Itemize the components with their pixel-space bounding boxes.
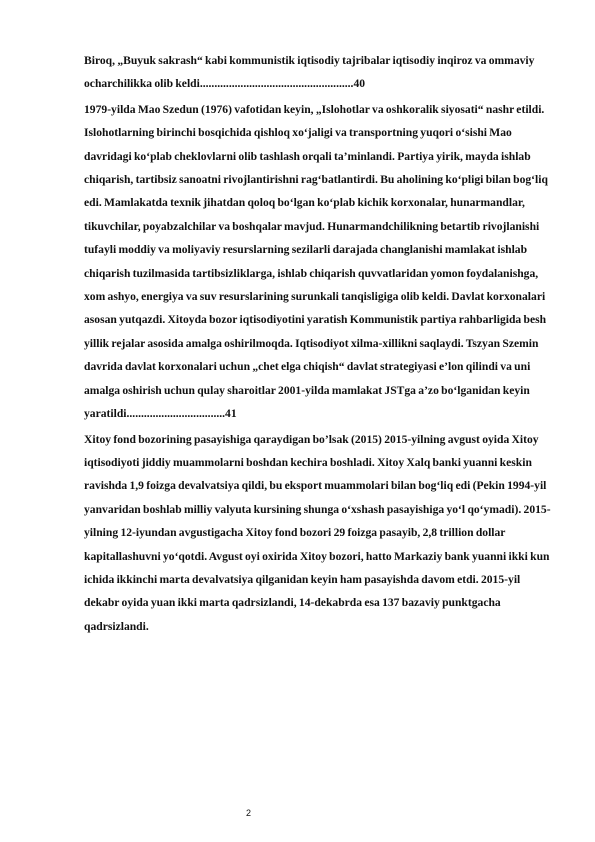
document-page [84, 49, 554, 638]
toc-entry-stock-market: Xitoy fond bozorining pasayishiga qaraydigan bo’lsak (2015) 2015-yilning avgust oyida Xitoy iqtisodiyoti jiddiy muammolarni boshdan kechira boshladi. Xitoy Xalq banki yuanni keskin ravishda 1,9 foizga devalvatsiya qildi, bu eksport muammolari bilan bog‘liq edi (Pekin 1994-yil yanvaridan boshlab milliy valyuta kursining shunga o‘xshash pasayishiga yo‘l qo‘ymadi). 2015-yilning 12-iyundan avgustigacha Xitoy fond bozori 29 foizga pasayib, 2,8 trillion dollar kapitallashuvni yo‘qotdi. Avgust oyi oxirida Xitoy bozori, hatto Markaziy bank yuanni ikki kun ichida ikkinchi marta devalvatsiya qilganidan keyin ham pasayishda davom etdi. 2015-yil dekabr oyida yuan ikki marta qadrsizlandi, 14-dekabrda esa 137 bazaviy punktgacha qadrsizlandi. [84, 432, 551, 633]
toc-entry-reforms: 1979-yilda Mao Szedun (1976) vafotidan keyin, „Islohotlar va oshkoralik siyosati“ nashr etildi. Islohotlarning birinchi bosqichida qishloq xo‘jaligi va transportning yuqori o‘sishi Mao davridagi ko‘plab cheklovlarni olib tashlash orqali ta’minlandi. Partiya yirik, mayda ishlab chiqarish, tartibsiz sanoatni rivojlantirishni rag‘batlantirdi. Bu aholining ko‘pligi bilan bog‘liq edi. Mamlakatda texnik jihatdan qoloq bo‘lgan ko‘plab kichik korxonalar, hunarmandlar, tikuvchilar, poyabzalchilar va boshqalar mavjud. Hunarmandchilikning betartib rivojlanishi tufayli moddiy va moliyaviy resurslarning sezilarli darajada changlanishi mamlakat ishlab chiqarish tuzilmasida tartibsizliklarga, ishlab chiqarish quvvatlaridan yomon foydalanishga, xom ashyo, energiya va suv resurslarining surunkali tanqisligiga olib keldi. Davlat korxonalari asosan yutqazdi. Xitoyda bozor iqtisodiyotini yaratish Kommunistik partiya rahbarligida besh yillik rejalar asosida amalga oshirilmoqda. Iqtisodiyot xilma-xillikni saqlaydi. Tszyan Szemin davrida davlat korxonalari uchun „chet elga chiqish“ davlat strategiyasi e’lon qilindi va uni amalga oshirish uchun qulay sharoitlar 2001-yilda mamlakat JSTga a’zo bo‘lganidan keyin yaratildi..................................41 [84, 102, 548, 421]
page-number: 2 [246, 808, 252, 818]
toc-entry-great-leap: Biroq, „Buyuk sakrash“ kabi kommunistik iqtisodiy tajribalar iqtisodiy inqiroz va ommaviy ocharchilikka olib keldi.....................................................40 [84, 54, 535, 91]
